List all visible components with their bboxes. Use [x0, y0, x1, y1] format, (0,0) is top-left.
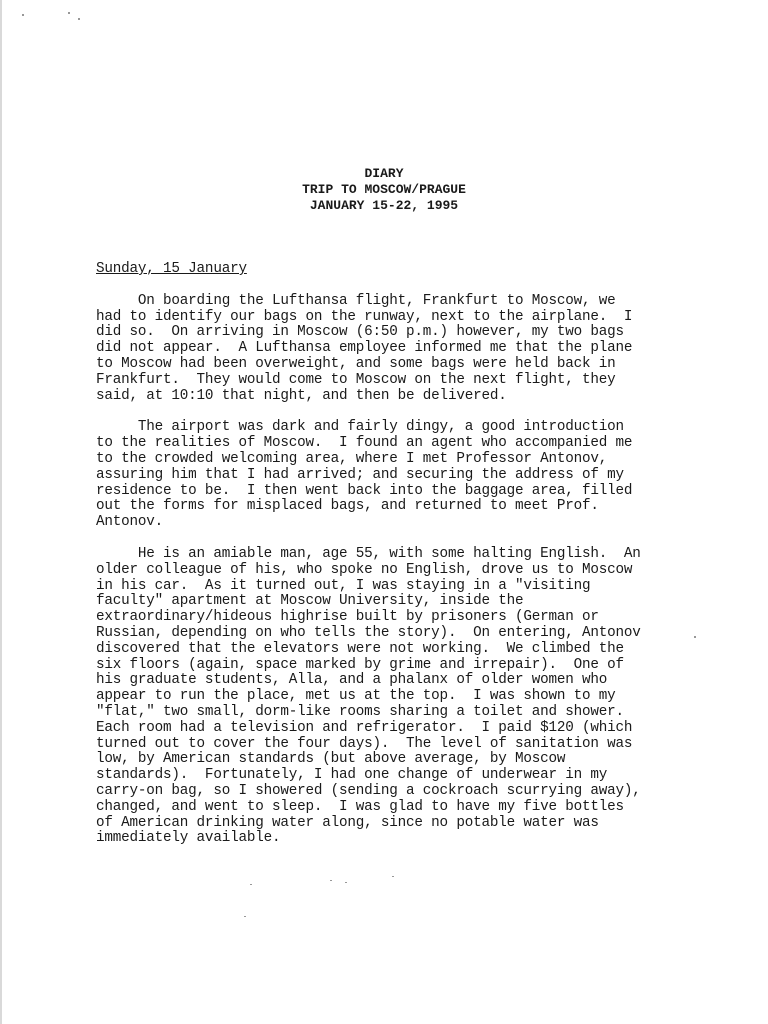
scan-speck: [392, 876, 394, 877]
text-line: in his car. As it turned out, I was staying in a "visiting: [96, 577, 591, 594]
paragraph-3: [96, 547, 696, 847]
paragraph-2: [96, 420, 696, 531]
scan-speck: [330, 880, 332, 881]
text-line: to the realities of Moscow. I found an agent who accompanied me: [96, 435, 633, 452]
text-line: had to identify our bags on the runway, next to the airplane. I: [96, 308, 633, 325]
text-line: to Moscow had been overweight, and some bags were held back in: [96, 355, 616, 372]
text-line: immediately available.: [96, 830, 281, 847]
text-line: out the forms for misplaced bags, and returned to meet Prof.: [96, 498, 599, 515]
text-line: to the crowded welcoming area, where I met Professor Antonov,: [96, 450, 608, 467]
text-line: assuring him that I had arrived; and securing the address of my: [96, 466, 624, 483]
text-line: Antonov.: [96, 514, 164, 531]
text-line: appear to run the place, met us at the top. I was shown to my: [96, 688, 616, 705]
text-line: discovered that the elevators were not working. We climbed the: [96, 640, 624, 657]
text-line: residence to be. I then went back into the baggage area, filled: [96, 482, 633, 499]
text-line: Each room had a television and refrigerator. I paid $120 (which: [96, 719, 633, 736]
text-line: his graduate students, Alla, and a phalanx of older women who: [96, 672, 608, 689]
document-header: [0, 166, 768, 214]
text-line: did not appear. A Lufthansa employee informed me that the plane: [96, 340, 633, 357]
header-title: DIARY: [364, 166, 404, 181]
scan-speck: [244, 916, 246, 917]
scan-speck: [22, 14, 24, 16]
text-line: The airport was dark and fairly dingy, a good introduction: [96, 419, 624, 436]
scan-speck: [345, 882, 347, 883]
text-line: did so. On arriving in Moscow (6:50 p.m.) however, my two bags: [96, 324, 624, 341]
text-line: Russian, depending on who tells the story). On entering, Antonov: [96, 624, 641, 641]
text-line: changed, and went to sleep. I was glad to have my five bottles: [96, 798, 624, 815]
text-line: said, at 10:10 that night, and then be delivered.: [96, 387, 507, 404]
scan-speck: [78, 18, 80, 20]
header-trip: TRIP TO MOSCOW/PRAGUE: [302, 182, 466, 197]
text-line: older colleague of his, who spoke no English, drove us to Moscow: [96, 561, 633, 578]
text-line: carry-on bag, so I showered (sending a cockroach scurrying away),: [96, 782, 641, 799]
header-dates: JANUARY 15-22, 1995: [309, 198, 459, 213]
text-line: extraordinary/hideous highrise built by prisoners (German or: [96, 609, 599, 626]
text-line: standards). Fortunately, I had one change of underwear in my: [96, 767, 608, 784]
scan-speck: [250, 884, 252, 885]
document-body: [96, 262, 696, 863]
text-line: faculty" apartment at Moscow University, inside the: [96, 593, 524, 610]
text-line: He is an amiable man, age 55, with some halting English. An: [96, 545, 641, 562]
text-line: Frankfurt. They would come to Moscow on the next flight, they: [96, 371, 616, 388]
text-line: low, by American standards (but above average, by Moscow: [96, 751, 566, 768]
page-left-edge: [0, 0, 2, 1024]
scan-speck: [68, 12, 70, 14]
paragraph-1: [96, 294, 696, 405]
text-line: of American drinking water along, since no potable water was: [96, 814, 599, 831]
section-heading: Sunday, 15 January: [96, 261, 247, 277]
text-line: turned out to cover the four days). The level of sanitation was: [96, 735, 633, 752]
text-line: "flat," two small, dorm-like rooms sharing a toilet and shower.: [96, 703, 624, 720]
text-line: On boarding the Lufthansa flight, Frankfurt to Moscow, we: [96, 292, 616, 309]
text-line: six floors (again, space marked by grime and irrepair). One of: [96, 656, 624, 673]
